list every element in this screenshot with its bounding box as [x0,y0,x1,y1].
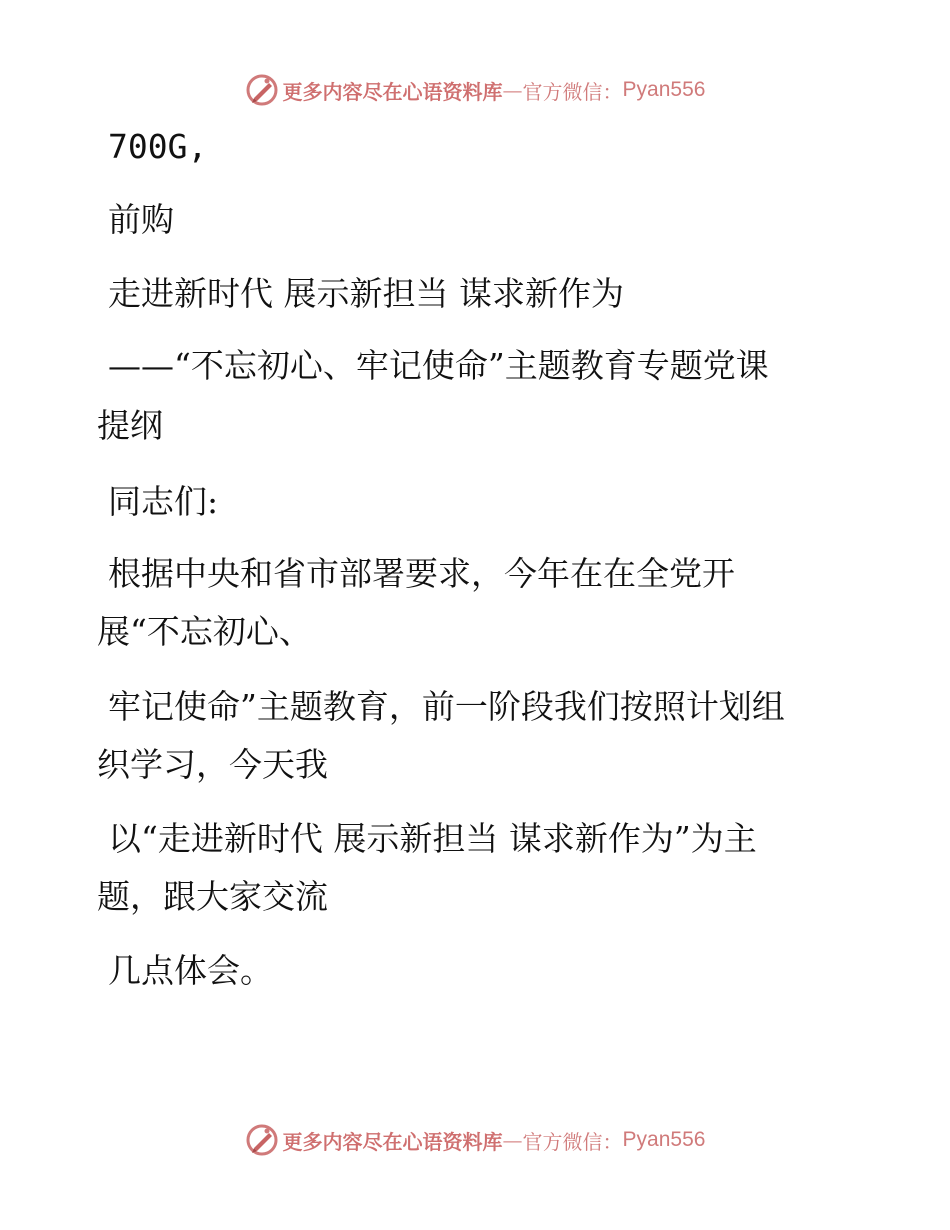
text-line: 题，跟大家交流 [97,877,328,916]
site-name: 更多内容尽在心语资料库 [282,1129,503,1154]
header-watermark [0,70,950,110]
pen-logo-icon [245,73,279,107]
wechat-label: 官方微信： [522,79,623,104]
document-subtitle-cont: 提纲 [97,406,163,445]
salutation: 同志们: [108,482,219,521]
text-line: 织学习，今天我 [97,745,328,784]
text-line: 700G, [108,127,208,166]
text-line: 以“走进新时代 展示新担当 谋求新作为”为主 [108,819,757,858]
document-title: 走进新时代 展示新担当 谋求新作为 [108,274,624,313]
document-subtitle: ——“不忘初心、牢记使命”主题教育专题党课 [108,346,769,385]
banner-separator: — [502,78,523,102]
site-name: 更多内容尽在心语资料库 [282,79,503,104]
banner-separator: — [502,1128,523,1152]
text-line: 前购 [108,200,174,239]
footer-watermark [0,1120,950,1160]
wechat-id: Pyan556 [622,1128,706,1151]
text-line: 根据中央和省市部署要求，今年在在全党开 [108,554,735,593]
text-line: 牢记使命”主题教育，前一阶段我们按照计划组 [108,687,785,726]
text-line: 几点体会。 [108,951,273,990]
wechat-id: Pyan556 [622,78,706,101]
wechat-label: 官方微信： [522,1129,623,1154]
pen-logo-icon [245,1123,279,1157]
text-line: 展“不忘初心、 [97,612,312,651]
